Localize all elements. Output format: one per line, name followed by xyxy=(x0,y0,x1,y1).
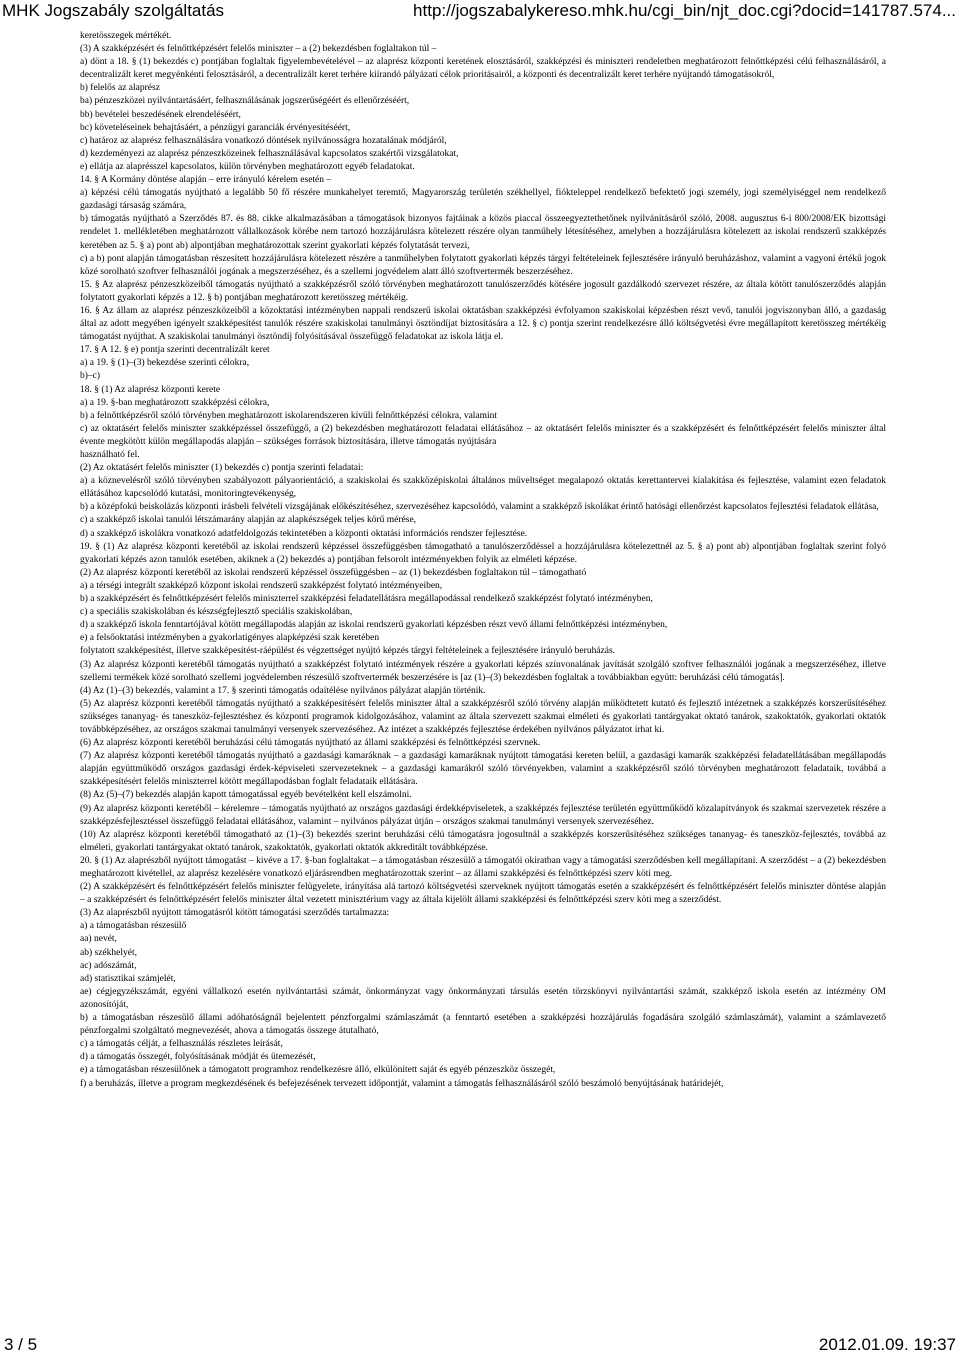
paragraph: 17. § A 12. § e) pontja szerinti decentralizált keret xyxy=(80,345,270,356)
paragraph: a) dönt a 18. § (1) bekezdés c) pontjában foglaltak figyelembevételével – az alaprész központi keretének elosztásáról, szakképzési és miniszteri rendeletben meghatározott felnőttképzési célú felhasználásáról, a decentralizált keret megyénkénti felosztásáról, a decentralizált keret terhére kiírandó pályázati célok prioritásairól, a központi és decentralizált keret terhére nyújtandó támogatásokról, xyxy=(80,57,886,81)
paragraph: a) a köznevelésről szóló törvényben szabályozott pályaorientáció, a szakiskolai és szakközépiskolai általános műveltséget megalapozó oktatás kerettantervei kialakítása és fejlesztése, valamint ezen feladatok ellátásához kapcsolódó kutatási, monitoringtevékenység, xyxy=(80,476,886,500)
print-datetime: 2012.01.09. 19:37 xyxy=(818,1335,956,1354)
paragraph: e) a támogatásban részesülőnek a támogatott programhoz rendelkezésre álló, elkülönített saját és egyéb pénzeszköz összegét, xyxy=(80,1065,556,1076)
paragraph: (4) Az (1)–(3) bekezdés, valamint a 17. § szerinti támogatás odaítélése nyilvános pályázat alapján történik. xyxy=(80,685,486,696)
paragraph: b) a felnőttképzésről szóló törvényben meghatározott iskolarendszeren kívüli felnőttképzési célokra, valamint xyxy=(80,410,498,421)
paragraph: 15. § Az alaprész pénzeszközeiből támogatás nyújtható a szakképzésről szóló törvényben meghatározott tanulószerződés kötésére jogosult gazdálkodó szervezet részére, az általa kötött tanulószerződés alapján folytatott gyakorlati képzés a 12. § b) pontjában meghatározott keretösszeg mértékéig. xyxy=(80,279,886,303)
paragraph: keretösszegek mértékét. xyxy=(80,31,172,41)
paragraph: (3) A szakképzésért és felnőttképzésért felelős miniszter – a (2) bekezdésben foglaltakon túl – xyxy=(80,44,437,55)
paragraph: ac) adószámát, xyxy=(80,960,137,971)
paragraph: (9) Az alaprész központi keretéből – kérelemre – támogatás nyújtható az országos gazdasági érdekképviseletek, a szakképzés fejlesztése területén együttműködő közalapítványok és szakmai szervezetek részére a szakképzésfejlesztéssel összefüggő feladatai ellátásához, valamint – nyilvános pályázat útján – országos szakmai tanulmányi versenyek szervezéséhez. xyxy=(80,803,886,827)
paragraph: e) ellátja az alaprésszel kapcsolatos, külön törvényben meghatározott egyéb feladatokat. xyxy=(80,161,415,172)
paragraph: (2) Az alaprész központi keretéből az iskolai rendszerű képzéssel összefüggésben – az (1) bekezdésben foglaltakon túl – támogatható xyxy=(80,567,587,578)
paragraph: (8) Az (5)–(7) bekezdés alapján kapott támogatással egyéb bevételként kell elszámolni. xyxy=(80,790,412,801)
paragraph: c) a b) pont alapján támogatásban részesített hozzájárulásra kötelezett részére a tanműhelyben folytatott gyakorlati képzés tárgyi feltételeinek fejlesztésére irányuló beruházáshoz, valamint a vagyoni értékű jogok közé sorolható szoftver felhasználói jogának a megszerzéséhez, és a szellemi jogvédelem alatt álló szoftvertermék beszerzéséhez. xyxy=(80,253,886,277)
paragraph: b)–c) xyxy=(80,371,101,382)
paragraph: ad) statisztikai számjelét, xyxy=(80,973,176,984)
paragraph: d) a támogatás összegét, folyósításának módját és ütemezését, xyxy=(80,1052,316,1063)
paragraph: (7) Az alaprész központi keretéből támogatás nyújtható a gazdasági kamaráknak – a gazdasági kamaráknak nyújtott támogatási kereten belül, a gazdasági kamarák szakképzési feladatellátásában megállapodás alapján együttműködő országos gazdasági érdek-képviseleti szervezeteknek – a gazdasági kamarákról szóló törvényekben, valamint a szakképzésről szóló törvényben meghatározott feladataik, továbbá a szakképesítésért felelős miniszterrel kötött megállapodásban foglalt feladataik ellátására. xyxy=(80,751,886,788)
document-body xyxy=(80,30,886,1091)
page-footer xyxy=(0,1333,960,1357)
paragraph: c) a szakképző iskolai tanulói létszámarány alapján az alapkészségek teljes körű mérése, xyxy=(80,515,417,526)
paragraph: (3) Az alaprészből nyújtott támogatásról kötött támogatási szerződés tartalmazza: xyxy=(80,908,390,919)
paragraph: ba) pénzeszközei nyilvántartásáért, felhasználásának jogszerűségéért és ellenőrzéséért, xyxy=(80,96,410,107)
paragraph: (5) Az alaprész központi keretéből támogatás nyújtható a szakképesítésért felelős miniszter által a szakképzésről szóló törvény alapján működtetett kutató és fejlesztő intézetnek a szakképzés korszerűsítéséhez szükséges tananyag- és taneszköz-fejlesztéshez és központi programok kidolgozásához, valamint az általa szervezett szakmai elméleti és gyakorlati tantárgyakat oktató tanárok, szakoktatók, gyakorlati oktatók továbbképzéséhez, az országos szakmai tanulmányi versenyek szervezéséhez. Az intézet a szakképzés fejlesztése érdekében nyilvános pályázatot írhat ki. xyxy=(80,698,886,735)
paragraph: ae) cégjegyzékszámát, egyéni vállalkozó esetén nyilvántartási számát, önkormányzat vagy önkormányzati társulás esetén törzskönyvi nyilvántartási számát, szakképző iskola esetén az intézmény OM azonosítóját, xyxy=(80,986,886,1010)
paragraph: b) a támogatásban részesülő állami adóhatóságnál bejelentett pénzforgalmi számlaszámát (a fenntartó esetében a szakképzési hozzájárulás fogadására szolgáló számlaszámát), valamint a számlavezető pénzforgalmi szolgáltató megnevezését, ahova a támogatás összege átutalható, xyxy=(80,1013,886,1037)
paragraph: d) kezdeményezi az alaprész pénzeszközeinek felhasználásával kapcsolatos szakértői vizsgálatokat, xyxy=(80,148,459,159)
site-title: MHK Jogszabály szolgáltatás xyxy=(2,1,225,20)
paragraph: c) az oktatásért felelős miniszter szakképzéssel összefüggő, a (2) bekezdésben meghatározott feladatai ellátásához – az oktatásért felelős miniszter és a szakképzésért és felnőttképzésért felelős miniszter által évente megkötött külön megállapodás alapján – szükséges források biztosítására, illetve támogatás nyújtására xyxy=(80,423,886,447)
paragraph: folytatott szakképesítést, illetve szakképesítést-ráépülést és végzettséget nyújtó képzés tárgyi feltételeinek a fejlesztésére irányuló beruházás. xyxy=(80,646,616,657)
paragraph: (2) Az oktatásért felelős miniszter (1) bekezdés c) pontja szerinti feladatai: xyxy=(80,463,364,474)
paragraph: 20. § (1) Az alaprészből nyújtott támogatást – kivéve a 17. §-ban foglaltakat – a támogatásban részesülő a támogatói okiratban vagy a támogatási szerződésben kell megállapítani. A szerződést – a (2) bekezdésben meghatározott kivétellel, az alaprész kezelésére vonatkozó eljárásrendben meghatározottak szerint – az állami szakképzési és felnőttképzési szerv köti meg. xyxy=(80,855,886,879)
paragraph: (10) Az alaprész központi keretéből támogatható az (1)–(3) bekezdés szerint beruházási célú támogatásra jogosultnál a szakképzés korszerűsítéséhez szükséges tananyag- és taneszköz-fejlesztés, továbbá az elméleti, gyakorlati tantárgyakat oktató tanárok, szakoktatók, gyakorlati oktatók akkreditált továbbképzése. xyxy=(80,829,886,853)
paragraph: c) a speciális szakiskolában és készségfejlesztő speciális szakiskolában, xyxy=(80,607,353,618)
paragraph: d) a szakképző iskola fenntartójával kötött megállapodás alapján az iskolai rendszerű gyakorlati képzésben részt vevő állami felnőttképzési intézményben, xyxy=(80,620,668,631)
paragraph: (2) A szakképzésért és felnőttképzésért felelős miniszter felügyelete, irányítása alá tartozó költségvetési szerveknek nyújtott támogatás esetén a szakképzésért és felnőttképzésért felelős miniszter döntése alapján – a szakképzésért és felnőttképzésért felelős miniszter által vezetett minisztérium vagy az általa kijelölt állami szakképzési és felnőttképzési szerv köti meg a szerződést. xyxy=(80,882,886,906)
page-header xyxy=(0,0,960,24)
paragraph: b) felelős az alaprész xyxy=(80,83,160,94)
paragraph: a) a támogatásban részesülő xyxy=(80,921,187,932)
page-url[interactable]: http://jogszabalykereso.mhk.hu/cgi_bin/njt_doc.cgi?docid=141787.574... xyxy=(413,1,956,20)
paragraph: 16. § Az állam az alaprész pénzeszközeiből a közoktatási intézményben nappali rendszerű iskolai oktatásban szakképzési évfolyamon szakiskolai képzésben részt vevő, tanulói jogviszonyban álló, a gazdaság által az adott megyében igényelt szakképesítést tanulók részére szakiskolai tanulmányi ösztöndíjat biztosítására a 12. § c) pontja szerint rendelkezésre álló költségvetési évre megállapított keretösszeg mértékéig támogatást nyújthat. A szakiskolai tanulmányi ösztöndíj folyósításával összefüggő feladatokat az iskola látja el. xyxy=(80,305,886,343)
paragraph: használható fel. xyxy=(80,450,140,460)
paragraph: ab) székhelyét, xyxy=(80,947,137,958)
paragraph: a) a 19. § (1)–(3) bekezdése szerinti célokra, xyxy=(80,358,250,369)
paragraph: b) a középfokú beiskolázás központi írásbeli felvételi vizsgájának előkészítéséhez, szervezéséhez kapcsolódó, valamint a szakképző iskolákat érintő hatósági ellenőrzést kapcsolatos fejlesztési feladatok ellátása, xyxy=(80,502,879,513)
paragraph: c) határoz az alaprész felhasználására vonatkozó döntések nyilvánosságra hozatalának módjáról, xyxy=(80,135,447,146)
paragraph: f) a beruházás, illetve a program megkezdésének és befejezésének tervezett időpontját, valamint a támogatás felhasználásáról szóló beszámoló benyújtásának határidejét, xyxy=(80,1078,724,1089)
paragraph: bc) követeléseinek behajtásáért, a pénzügyi garanciák érvényesítéséért, xyxy=(80,122,351,133)
paragraph: 14. § A Kormány döntése alapján – erre irányuló kérelem esetén – xyxy=(80,175,332,186)
paragraph: (3) Az alaprész központi keretéből támogatás nyújtható a szakképzést folytató intézmények részére a gyakorlati képzés színvonalának javítását szolgáló szoftver felhasználói jogának a megszerzéséhez, illetve szellemi termékek közé sorolható szellemi jogvédelemben részesülő szoftvertermék beszerzésére is [az (1)–(3) bekezdésben foglaltak a továbbiakban együtt: beruházási célú támogatás]. xyxy=(80,659,886,683)
paragraph: aa) nevét, xyxy=(80,934,117,945)
paragraph: b) a szakképzésért és felnőttképzésért felelős miniszterrel szakképzési feladatellátásra megállapodással rendelkező szakképzést folytató intézményben, xyxy=(80,594,653,605)
paragraph: a) képzési célú támogatás nyújtható a legalább 50 fő részére munkahelyet teremtő, Magyarország területén székhellyel, fióktelеppel rendelkező befektető jogi személy, jogi személyiséggel nem rendelkező gazdasági társaság számára, xyxy=(80,188,886,212)
paragraph: a) a 19. §-ban meghatározott szakképzési célokra, xyxy=(80,397,270,408)
page-number: 3 / 5 xyxy=(4,1335,38,1354)
paragraph: d) a szakképző iskolákra vonatkozó adatfeldolgozás tekintetében a központi oktatási információs rendszer fejlesztése. xyxy=(80,528,528,539)
paragraph: c) a támogatás célját, a felhasználás részletes leírását, xyxy=(80,1039,283,1050)
paragraph: e) a felsőoktatási intézményben a gyakorlatigényes alapképzési szak keretében xyxy=(80,633,380,644)
paragraph: 18. § (1) Az alaprész központi kerete xyxy=(80,384,221,395)
paragraph: (6) Az alaprész központi keretéből beruházási célú támogatás nyújtható az állami szakképzési és felnőttképzési szervnek. xyxy=(80,738,541,749)
paragraph: bb) bevételei beszedésének elrendeléséért, xyxy=(80,109,241,120)
paragraph: b) támogatás nyújtható a Szerződés 87. és 88. cikke alkalmazásában a támogatások bizonyos fajtáinak a közös piaccal összeegyeztethetőnek nyilvánításáról szóló, 2008. augusztus 6-i 800/2008/EK bizottsági rendelet 1. mellékletében meghatározott vállalkozások körébe nem tartozó hozzájárulásra kötelezett részére olyan tanműhely létesítéséhez, amelyben a hozzájárulásra kötelezett az iskolai rendszerű szakképzés keretében az 5. § a) pont ab) alpontjában meghatározottak szerint gyakorlati képzés folytatását tervezi, xyxy=(80,214,886,251)
paragraph: 19. § (1) Az alaprész központi keretéből az iskolai rendszerű képzéssel összefüggésben támogatható a tanulószerződéssel a hozzájárulásra kötelezettnél az 5. § a) pont ab) alpontjában foglaltak szerint folyó gyakorlati képzés azon tanulók esetében, akiknek a (2) bekezdés a) pontjában felsorolt intézményekben folyik az elméleti képzése. xyxy=(80,541,886,565)
paragraph: a) a térségi integrált szakképző központ iskolai rendszerű szakképzést folytató intézményeiben, xyxy=(80,580,443,591)
